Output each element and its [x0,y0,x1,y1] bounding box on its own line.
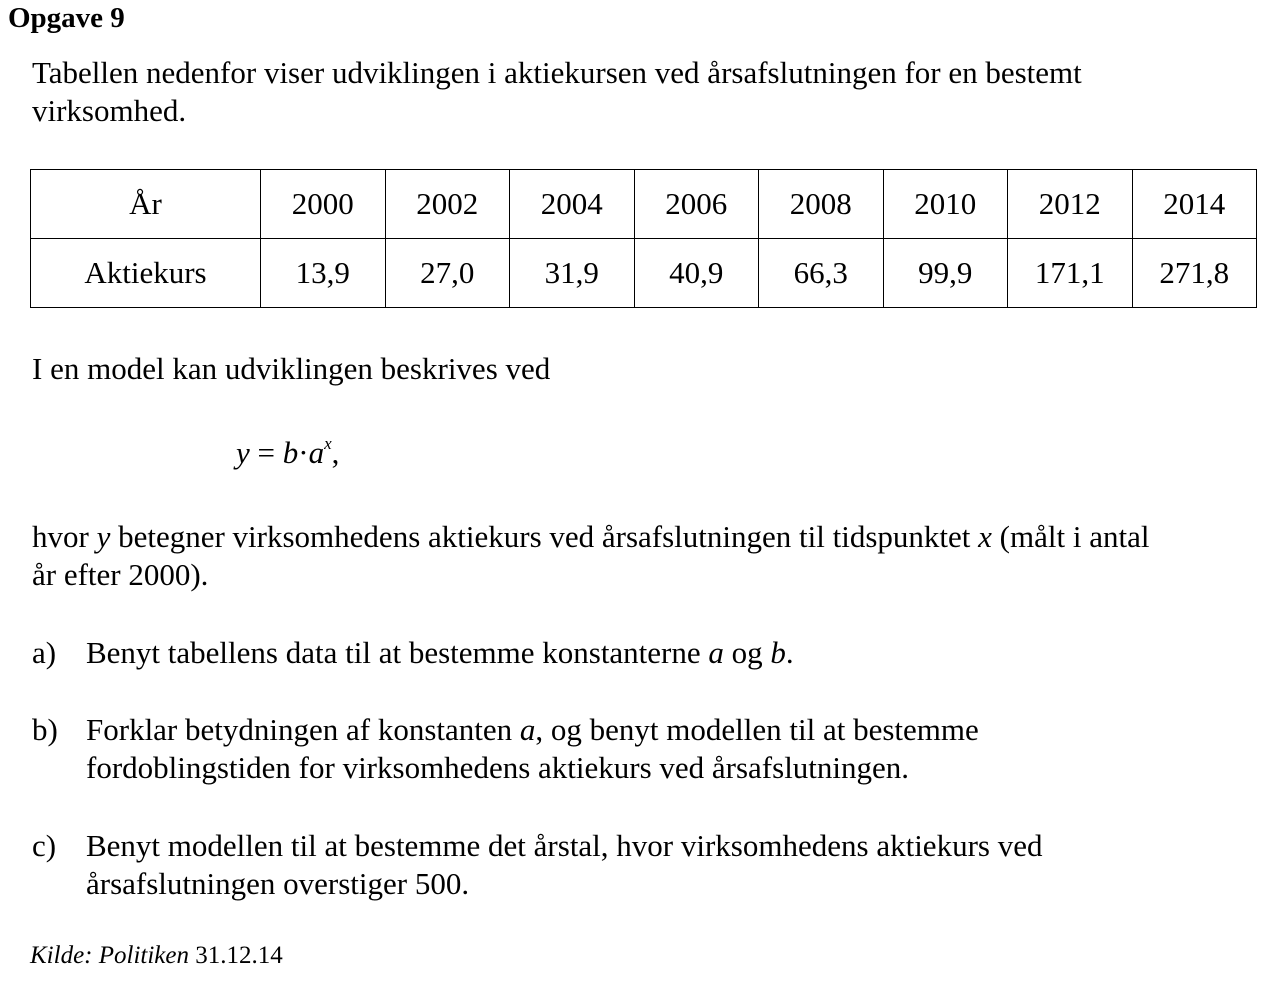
table-row-years [31,170,1257,239]
table-cell-year: 2006 [634,170,759,239]
table-cell-price: 13,9 [261,239,386,308]
task-b-text [86,711,979,787]
formula-dot: · [298,435,309,470]
description-text: hvor [32,519,97,554]
description-text: betegner virksomhedens aktiekurs ved årsafslutningen til tidspunktet [110,519,979,554]
task-text: . [785,635,794,670]
table-cell-price: 66,3 [759,239,884,308]
variable-a: a [708,635,724,670]
task-b-label: b) [32,712,58,747]
table-cell-year: 2014 [1132,170,1257,239]
table-header-label: År [31,170,261,239]
intro-line-1: Tabellen nedenfor viser udviklingen i aktiekursen ved årsafslutningen for en bestemt [32,55,1082,90]
task-c-line-2: årsafslutningen overstiger 500. [86,866,470,901]
model-formula [236,434,339,471]
description-line-1 [32,518,1149,556]
description-paragraph [32,518,1149,594]
intro-line-2: virksomhed. [32,93,187,128]
task-c-text [86,827,1042,903]
formula-y: y [236,435,250,470]
table-cell-year: 2008 [759,170,884,239]
table-cell-price: 40,9 [634,239,759,308]
formula-comma: , [331,435,340,470]
variable-y: y [96,519,111,554]
table-cell-price: 31,9 [510,239,635,308]
formula-b: b [282,435,299,470]
table-cell-year: 2004 [510,170,635,239]
table-cell-price: 99,9 [883,239,1008,308]
model-sentence: I en model kan udviklingen beskrives ved [32,351,551,386]
table-cell-year: 2002 [385,170,510,239]
task-text: , og benyt modellen til at bestemme [535,712,979,747]
task-a-text [86,634,794,672]
exercise-heading: Opgave 9 [8,2,125,34]
table-cell-price: 271,8 [1132,239,1257,308]
stock-price-table [30,169,1257,308]
formula-equals: = [257,435,275,470]
task-b-line-2: fordoblingstiden for virksomhedens aktiekurs ved årsafslutningen. [86,750,910,785]
table-cell-price: 171,1 [1008,239,1133,308]
table-cell-year: 2012 [1008,170,1133,239]
table-row-prices [31,239,1257,308]
table-row-label: Aktiekurs [31,239,261,308]
variable-a: a [519,712,536,747]
intro-paragraph [32,54,1082,130]
task-b-line-1 [86,711,979,749]
source-date: 31.12.14 [188,942,283,969]
formula-a: a [308,435,325,470]
variable-x: x [978,519,992,554]
description-line-2: år efter 2000). [32,557,209,592]
task-c-label: c) [32,828,57,863]
description-text: (målt i antal [991,519,1150,554]
source-citation [30,942,283,970]
task-c-line-1: Benyt modellen til at bestemme det årstal, hvor virksomhedens aktiekurs ved [86,828,1043,863]
table-cell-year: 2000 [261,170,386,239]
variable-b: b [770,635,786,670]
task-a-label: a) [32,635,57,670]
source-label: Kilde: Politiken [30,942,189,969]
table-cell-price: 27,0 [385,239,510,308]
formula-exponent: x [324,434,332,453]
task-text: og [723,635,771,670]
task-text: Forklar betydningen af konstanten [86,712,520,747]
table-cell-year: 2010 [883,170,1008,239]
task-text: Benyt tabellens data til at bestemme konstanterne [86,635,709,670]
